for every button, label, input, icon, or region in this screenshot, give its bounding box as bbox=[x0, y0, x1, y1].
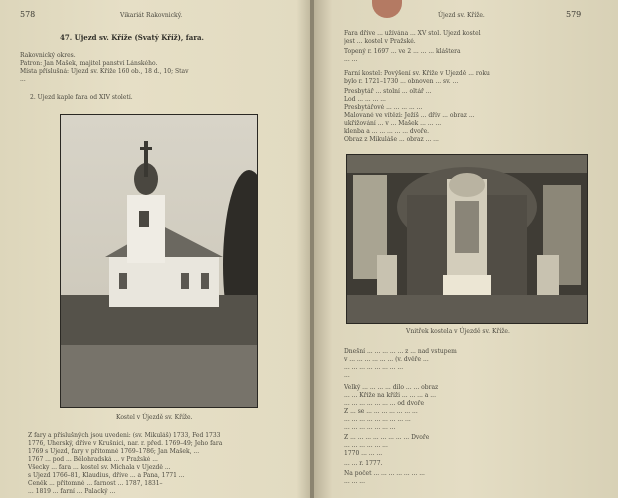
photo-caption: Kostel v Újezdě sv. Kříže. bbox=[116, 414, 193, 421]
text-line: jest ... kostel v Pražské. bbox=[344, 38, 416, 45]
text-line: ... ... bbox=[344, 56, 358, 63]
right-page bbox=[314, 0, 618, 498]
text-line: Presbytář ... stolní ... oltář ... bbox=[344, 88, 432, 95]
text-line: Topený r. 1697 ... ve 2 ... ... ... kláštera bbox=[344, 48, 461, 55]
text-line: 1776, Úherský, dříve v Krušnici, nar. r. před. 1769–49; Jeho fara bbox=[28, 440, 223, 447]
text-line: ... ... ... ... ... ... ... ... bbox=[344, 364, 404, 371]
text-line: ... ... ... ... ... ... ... od dvoře bbox=[344, 400, 425, 407]
church-exterior-photo bbox=[60, 114, 258, 408]
text-line: ... bbox=[344, 372, 350, 379]
text-line: ... ... ... ... ... ... bbox=[344, 442, 388, 449]
text-line: ... 1819 ... farní ... Palacký ... bbox=[28, 488, 116, 495]
text-line: Z ... se ... ... ... ... ... ... ... bbox=[344, 408, 418, 415]
text-line: Rakovnický okres. bbox=[20, 52, 76, 59]
text-line: v ... ... ... ... ... ... (v. dvěře ... bbox=[344, 356, 429, 363]
text-line: bylo r. 1721–1730 ... obnoven ... sv. ... bbox=[344, 78, 459, 85]
page-number: 578 bbox=[20, 10, 36, 19]
text-line: ... ... ... ... ... ... ... bbox=[344, 424, 396, 431]
text-line: ... ... ... bbox=[344, 478, 365, 485]
text-line: ... ... r. 1777. bbox=[344, 460, 383, 467]
church-interior-photo bbox=[346, 154, 588, 324]
text-line: Velký ... ... ... ... dílo ... ... obraz bbox=[344, 384, 439, 391]
running-head: Újezd sv. Kříže. bbox=[438, 12, 485, 19]
text-line: klenba a ... ... ... ... ... dvoře. bbox=[344, 128, 430, 135]
text-line: Z ... ... ... ... ... ... ... ... Dvoře bbox=[344, 434, 430, 441]
page-number: 579 bbox=[566, 10, 582, 19]
text-line: Malované ve vítězi: Ježíš ... dřív ... obraz ... bbox=[344, 112, 475, 119]
text-line: 1770 ... ... ... bbox=[344, 450, 383, 457]
text-line: 1767 ... pod ... Bělohradská ... v Pražské ... bbox=[28, 456, 158, 463]
section-heading: 47. Újezd sv. Kříže (Svatý Kříž), fara. bbox=[60, 34, 204, 42]
text-line: Všecky ... fara ... kostel sv. Michala v Újezdě ... bbox=[28, 464, 171, 471]
text-line: Dnešní ... ... ... ... ... z ... nad vstupem bbox=[344, 348, 457, 355]
text-line: Na počet ... ... ... ... ... ... ... bbox=[344, 470, 425, 477]
text-line: Čeněk ... přítomné ... farnost ... 1787, 1831– bbox=[28, 480, 163, 487]
text-line: s Újezd 1766–81, Klaudius, dříve ... a Pana, 1771 ... bbox=[28, 472, 185, 479]
text-line: ... ... ... ... ... ... ... ... ... bbox=[344, 416, 411, 423]
text-line: Z fary a příslušných jsou uvedeni: (sv. Mikuláš) 1733, Fed 1733 bbox=[28, 432, 221, 439]
text-line: Patron: Jan Mašek, majitel panství Lánského. bbox=[20, 60, 158, 67]
text-line: ... bbox=[20, 76, 26, 83]
text-line: Místa příslušná: Újezd sv. Kříže 160 ob., 18 d., 10; Stav bbox=[20, 68, 189, 75]
text-line: Presbytářové ... ... ... ... ... bbox=[344, 104, 423, 111]
photo-caption: Vnitřek kostela v Újezdě sv. Kříže. bbox=[406, 328, 510, 335]
text-line: Fara dříve ... užívána ... XV stol. Újezd kostel bbox=[344, 30, 481, 37]
text-line: ukřižování ... v ... Mašek ... ... ... bbox=[344, 120, 442, 127]
text-line: ... ... Kříže na kříži ... ... ... a ... bbox=[344, 392, 436, 399]
running-head: Vikariát Rakovnický. bbox=[120, 12, 183, 19]
text-line: 2. Újezd kaple fara od XIV století. bbox=[30, 94, 133, 101]
text-line: Farní kostel: Povýšení sv. Kříže v Újezdě ... roku bbox=[344, 70, 490, 77]
text-line: 1769 s Újezd, fary v přítomné 1769–1786; Jan Mašek, ... bbox=[28, 448, 200, 455]
text-line: Obraz z Mikuláše ... obraz ... ... bbox=[344, 136, 439, 143]
text-line: Lod ... ... ... ... bbox=[344, 96, 386, 103]
